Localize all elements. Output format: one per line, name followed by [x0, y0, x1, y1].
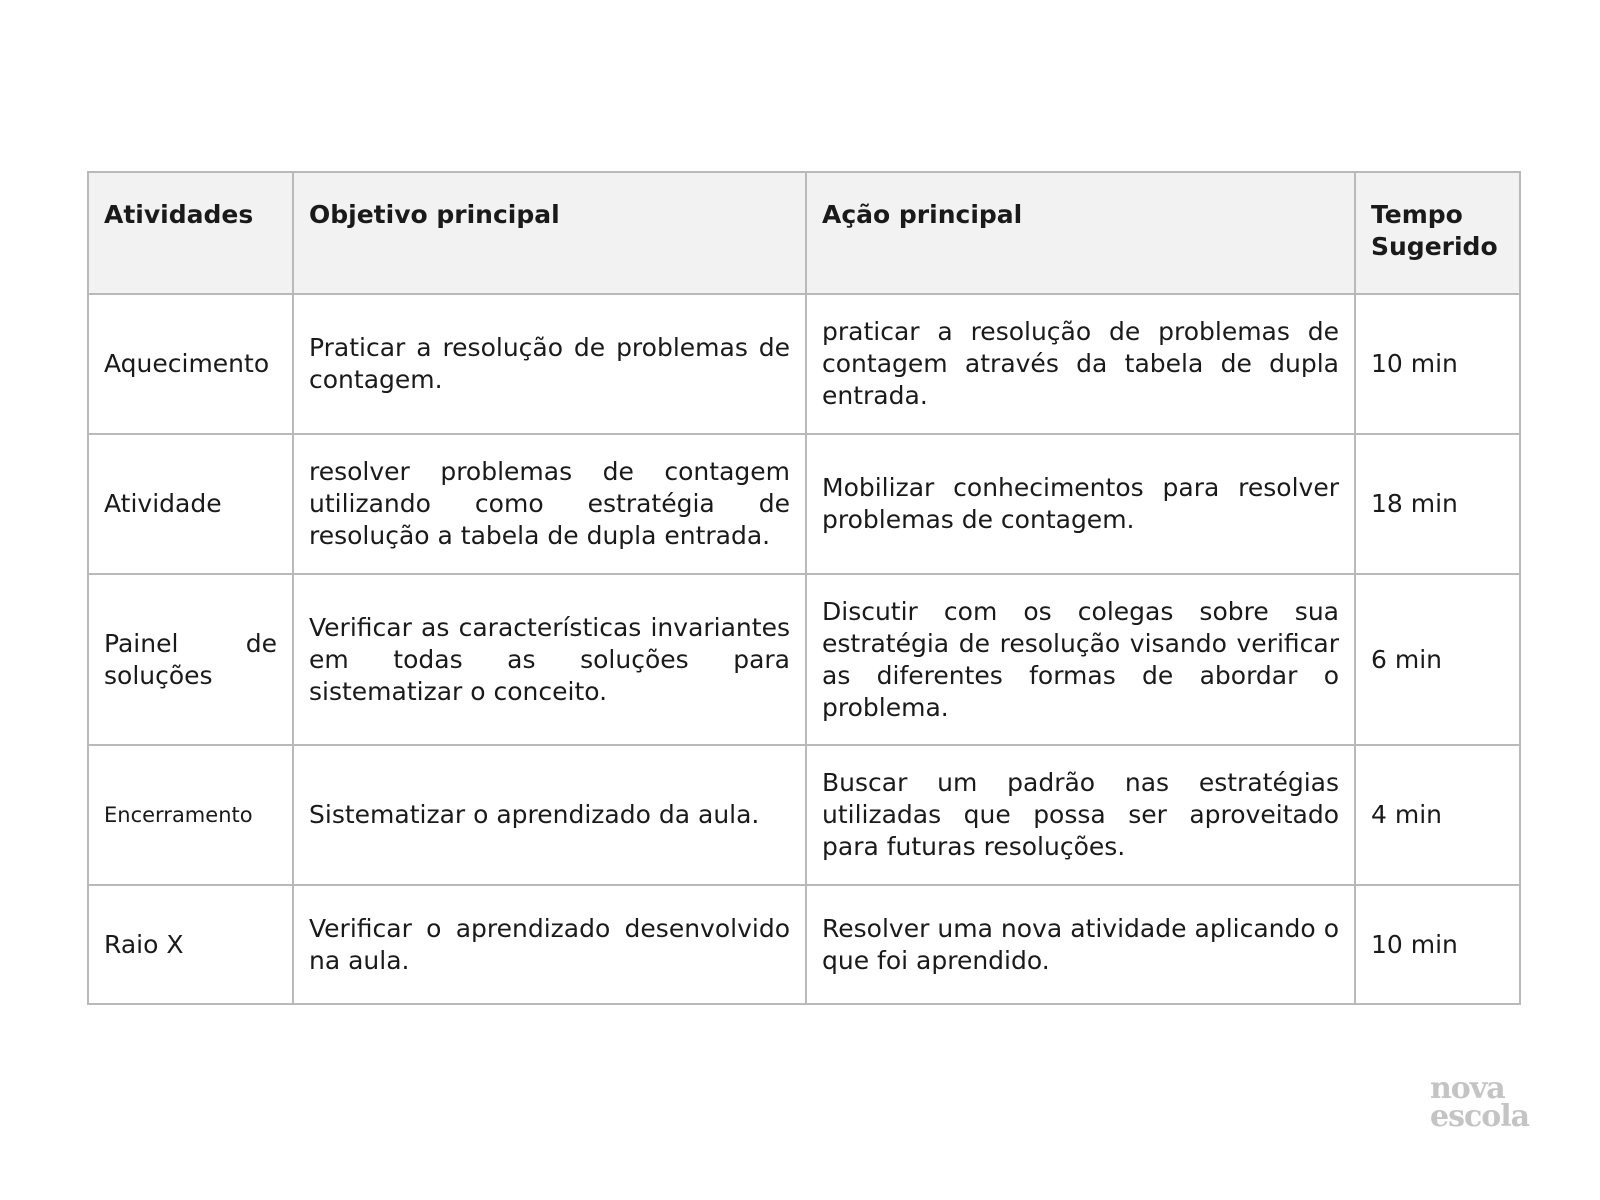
cell-tempo: 4 min: [1355, 745, 1520, 885]
table-row: [88, 294, 1520, 434]
cell-tempo: 6 min: [1355, 574, 1520, 745]
cell-acao: praticar a resolução de problemas de contagem através da tabela de dupla entrada.: [806, 294, 1355, 434]
cell-atividade: Raio X: [88, 885, 293, 1004]
cell-tempo: 18 min: [1355, 434, 1520, 574]
table-row: [88, 885, 1520, 1004]
cell-acao: Buscar um padrão nas estratégias utilizadas que possa ser aproveitado para futuras resoluções.: [806, 745, 1355, 885]
cell-objetivo: Sistematizar o aprendizado da aula.: [293, 745, 806, 885]
cell-atividade: Atividade: [88, 434, 293, 574]
cell-objetivo: resolver problemas de contagem utilizando como estratégia de resolução a tabela de dupla entrada.: [293, 434, 806, 574]
cell-objetivo: Verificar o aprendizado desenvolvido na aula.: [293, 885, 806, 1004]
cell-tempo: 10 min: [1355, 885, 1520, 1004]
cell-atividade: Encerramento: [88, 745, 293, 885]
table-row: [88, 745, 1520, 885]
header-objetivo-principal: Objetivo principal: [293, 172, 806, 294]
cell-acao: Mobilizar conhecimentos para resolver problemas de contagem.: [806, 434, 1355, 574]
cell-objetivo: Verificar as características invariantes em todas as soluções para sistematizar o conceito.: [293, 574, 806, 745]
cell-atividade: Aquecimento: [88, 294, 293, 434]
lesson-plan-table: [87, 171, 1521, 1005]
header-atividades: Atividades: [88, 172, 293, 294]
cell-tempo: 10 min: [1355, 294, 1520, 434]
logo-line-escola: escola: [1430, 1099, 1530, 1134]
header-acao-principal: Ação principal: [806, 172, 1355, 294]
table-row: [88, 574, 1520, 745]
table-body: [88, 294, 1520, 1004]
nova-escola-logo: [1430, 1071, 1550, 1134]
cell-acao: Discutir com os colegas sobre sua estratégia de resolução visando verificar as diferentes formas de abordar o problema.: [806, 574, 1355, 745]
logo-line-nova: nova: [1430, 1071, 1505, 1106]
cell-objetivo: Praticar a resolução de problemas de contagem.: [293, 294, 806, 434]
table-header: [88, 172, 1520, 294]
header-row: [88, 172, 1520, 294]
table-row: [88, 434, 1520, 574]
cell-acao: Resolver uma nova atividade aplicando o que foi aprendido.: [806, 885, 1355, 1004]
header-tempo-sugerido: Tempo Sugerido: [1355, 172, 1520, 294]
cell-atividade: Painel de soluções: [88, 574, 293, 745]
